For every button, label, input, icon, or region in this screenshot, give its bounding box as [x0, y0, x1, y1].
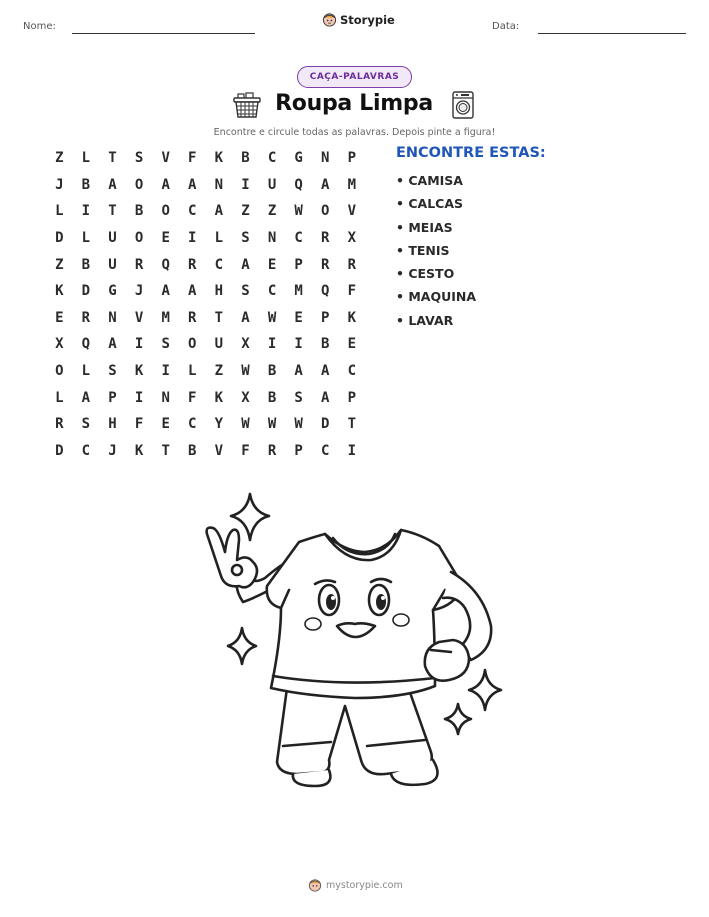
grid-cell[interactable]: F — [188, 150, 197, 167]
grid-cell[interactable]: S — [241, 230, 250, 247]
grid-cell[interactable]: L — [188, 363, 197, 380]
sparkle-icon — [469, 670, 501, 710]
grid-cell[interactable]: Q — [294, 176, 303, 193]
word-item: • MAQUINA — [396, 289, 477, 305]
grid-cell[interactable]: B — [267, 389, 277, 406]
grid-cell[interactable]: I — [267, 336, 277, 353]
grid-cell[interactable]: A — [188, 176, 197, 193]
grid-cell[interactable]: C — [81, 442, 91, 459]
grid-cell[interactable]: H — [214, 283, 224, 300]
grid-cell[interactable]: D — [81, 283, 91, 300]
grid-cell[interactable]: N — [321, 150, 330, 167]
grid-cell[interactable]: A — [321, 176, 330, 193]
grid-cell[interactable]: S — [81, 416, 91, 433]
letter-grid[interactable] — [46, 145, 366, 464]
storypie-logo-icon — [308, 878, 322, 892]
grid-cell[interactable]: D — [321, 416, 330, 433]
grid-cell[interactable]: L — [214, 230, 224, 247]
grid-cell[interactable]: L — [55, 389, 64, 406]
grid-cell[interactable]: W — [267, 309, 277, 326]
grid-cell[interactable]: L — [55, 203, 64, 220]
grid-cell[interactable]: S — [108, 363, 117, 380]
word-list — [396, 169, 476, 332]
grid-cell[interactable]: J — [55, 176, 64, 193]
name-line[interactable] — [72, 33, 255, 34]
grid-cell[interactable]: P — [347, 150, 357, 167]
footer — [308, 878, 403, 892]
grid-cell[interactable]: S — [161, 336, 170, 353]
grid-cell[interactable]: O — [321, 203, 330, 220]
grid-cell[interactable]: A — [108, 176, 117, 193]
grid-cell[interactable]: O — [134, 176, 144, 193]
grid-cell[interactable]: D — [55, 230, 64, 247]
grid-cell[interactable]: R — [81, 309, 91, 326]
grid-cell[interactable]: C — [188, 416, 197, 433]
grid-cell[interactable]: K — [214, 389, 224, 406]
word-item: • LAVAR — [396, 312, 454, 328]
grid-cell[interactable]: L — [81, 150, 91, 167]
grid-cell[interactable]: N — [161, 389, 170, 406]
grid-cell[interactable]: A — [241, 256, 250, 273]
grid-cell[interactable]: R — [55, 416, 64, 433]
footer-url: mystorypie.com — [326, 879, 403, 891]
grid-cell[interactable]: P — [347, 389, 357, 406]
grid-cell[interactable]: W — [267, 416, 277, 433]
grid-cell[interactable]: O — [161, 203, 170, 220]
grid-cell[interactable]: I — [81, 203, 91, 220]
grid-cell[interactable]: A — [81, 389, 91, 406]
grid-cell[interactable]: T — [161, 442, 170, 459]
word-item: • CALCAS — [396, 196, 464, 212]
grid-cell[interactable]: A — [161, 283, 170, 300]
grid-cell[interactable]: W — [294, 203, 303, 220]
grid-cell[interactable]: L — [81, 363, 91, 380]
grid-cell[interactable]: C — [267, 150, 277, 167]
grid-cell[interactable]: C — [214, 256, 224, 273]
grid-cell[interactable]: I — [188, 230, 197, 247]
sparkle-icon — [445, 704, 471, 734]
grid-cell[interactable]: P — [321, 309, 330, 326]
word-item: • TENIS — [396, 242, 450, 258]
grid-cell[interactable]: N — [108, 309, 117, 326]
grid-cell[interactable]: V — [347, 203, 357, 220]
word-list-title: ENCONTRE ESTAS: — [396, 145, 546, 161]
grid-cell[interactable]: L — [81, 230, 91, 247]
storypie-logo-icon — [322, 12, 337, 27]
grid-cell[interactable]: V — [161, 150, 170, 167]
grid-cell[interactable]: R — [188, 256, 197, 273]
grid-cell[interactable]: N — [214, 176, 224, 193]
grid-cell[interactable]: I — [294, 336, 303, 353]
grid-cell[interactable]: Z — [55, 256, 64, 273]
grid-cell[interactable]: I — [347, 442, 357, 459]
grid-cell[interactable]: R — [267, 442, 277, 459]
grid-cell[interactable]: K — [55, 283, 64, 300]
grid-cell[interactable]: U — [108, 256, 117, 273]
grid-cell[interactable]: C — [347, 363, 357, 380]
grid-cell[interactable]: I — [161, 363, 170, 380]
tshirt-character-illustration — [195, 490, 515, 790]
grid-cell[interactable]: M — [161, 309, 170, 326]
grid-cell[interactable]: W — [241, 416, 250, 433]
grid-cell[interactable]: A — [321, 363, 330, 380]
grid-cell[interactable]: J — [108, 442, 117, 459]
grid-cell[interactable]: Y — [214, 416, 224, 433]
grid-cell[interactable]: C — [321, 442, 330, 459]
grid-cell[interactable]: C — [294, 230, 303, 247]
grid-cell[interactable]: W — [241, 363, 250, 380]
grid-cell[interactable]: T — [108, 150, 117, 167]
grid-cell[interactable]: B — [134, 203, 144, 220]
grid-cell[interactable]: E — [347, 336, 357, 353]
grid-cell[interactable]: Z — [267, 203, 277, 220]
grid-cell[interactable]: F — [188, 389, 197, 406]
grid-cell[interactable]: B — [267, 363, 277, 380]
grid-cell[interactable]: Q — [81, 336, 91, 353]
grid-cell[interactable]: S — [241, 283, 250, 300]
page-title: Roupa Limpa — [275, 91, 433, 116]
grid-cell[interactable]: V — [134, 309, 144, 326]
grid-cell[interactable]: E — [294, 309, 303, 326]
word-item: • CESTO — [396, 266, 455, 282]
grid-cell[interactable]: M — [294, 283, 303, 300]
grid-cell[interactable]: U — [267, 176, 277, 193]
grid-cell[interactable]: X — [241, 389, 250, 406]
grid-cell[interactable]: B — [81, 256, 91, 273]
brand-logo — [322, 12, 395, 27]
date-line[interactable] — [538, 33, 686, 34]
grid-cell[interactable]: U — [214, 336, 224, 353]
grid-cell[interactable]: E — [55, 309, 64, 326]
grid-cell[interactable]: K — [214, 150, 224, 167]
grid-cell[interactable]: X — [55, 336, 64, 353]
grid-cell[interactable]: P — [108, 389, 117, 406]
washing-machine-icon — [450, 90, 476, 120]
grid-cell[interactable]: X — [241, 336, 250, 353]
grid-cell[interactable]: E — [267, 256, 277, 273]
grid-cell[interactable]: S — [294, 389, 303, 406]
grid-cell[interactable]: T — [214, 309, 224, 326]
grid-cell[interactable]: A — [108, 336, 117, 353]
grid-cell[interactable]: B — [241, 150, 250, 167]
grid-cell[interactable]: A — [321, 389, 330, 406]
grid-cell[interactable]: R — [188, 309, 197, 326]
grid-cell[interactable]: T — [347, 416, 357, 433]
grid-cell[interactable]: F — [134, 416, 144, 433]
grid-cell[interactable]: H — [108, 416, 117, 433]
grid-cell[interactable]: V — [214, 442, 224, 459]
grid-cell[interactable]: B — [81, 176, 91, 193]
grid-cell[interactable]: D — [55, 442, 64, 459]
grid-cell[interactable]: G — [294, 150, 303, 167]
grid-cell[interactable]: W — [294, 416, 303, 433]
grid-cell[interactable]: O — [188, 336, 197, 353]
grid-cell[interactable]: S — [134, 150, 144, 167]
grid-cell[interactable]: A — [188, 283, 197, 300]
word-item: • CAMISA — [396, 173, 463, 188]
grid-cell[interactable]: E — [161, 230, 170, 247]
grid-cell[interactable]: B — [188, 442, 197, 459]
grid-cell[interactable]: M — [347, 176, 357, 193]
grid-cell[interactable]: Q — [321, 283, 330, 300]
date-label: Data: — [492, 21, 520, 32]
category-badge: CAÇA-PALAVRAS — [297, 66, 412, 88]
grid-cell[interactable]: P — [294, 256, 303, 273]
grid-cell[interactable]: A — [294, 363, 303, 380]
grid-cell[interactable]: T — [108, 203, 117, 220]
word-item: • MEIAS — [396, 219, 453, 235]
grid-cell[interactable]: E — [161, 416, 170, 433]
instructions-text: Encontre e circule todas as palavras. Depois pinte a figura! — [213, 127, 496, 138]
grid-cell[interactable]: F — [347, 283, 357, 300]
grid-cell[interactable]: G — [108, 283, 117, 300]
sparkle-icon — [228, 628, 256, 664]
grid-cell[interactable]: Q — [161, 256, 170, 273]
grid-cell[interactable]: X — [347, 230, 357, 247]
grid-cell[interactable]: Z — [214, 363, 224, 380]
name-label: Nome: — [23, 21, 56, 32]
grid-cell[interactable]: J — [134, 283, 144, 300]
grid-cell[interactable]: Z — [55, 150, 64, 167]
grid-cell[interactable]: Z — [241, 203, 250, 220]
grid-cell[interactable]: U — [108, 230, 117, 247]
grid-cell[interactable]: R — [321, 230, 330, 247]
grid-cell[interactable]: I — [241, 176, 250, 193]
grid-cell[interactable]: K — [347, 309, 357, 326]
grid-cell[interactable]: R — [134, 256, 144, 273]
brand-name: Storypie — [340, 12, 395, 27]
grid-cell[interactable]: C — [188, 203, 197, 220]
grid-cell[interactable]: R — [347, 256, 357, 273]
grid-cell[interactable]: O — [55, 363, 64, 380]
grid-cell[interactable]: N — [267, 230, 277, 247]
grid-cell[interactable]: F — [241, 442, 250, 459]
grid-cell[interactable]: K — [134, 442, 144, 459]
grid-cell[interactable]: I — [134, 336, 144, 353]
grid-cell[interactable]: A — [161, 176, 170, 193]
grid-cell[interactable]: R — [321, 256, 330, 273]
grid-cell[interactable]: I — [134, 389, 144, 406]
grid-cell[interactable]: O — [134, 230, 144, 247]
grid-cell[interactable]: B — [321, 336, 330, 353]
laundry-basket-icon — [232, 90, 262, 120]
grid-cell[interactable]: A — [214, 203, 224, 220]
grid-cell[interactable]: K — [134, 363, 144, 380]
grid-cell[interactable]: P — [294, 442, 303, 459]
grid-cell[interactable]: C — [267, 283, 277, 300]
grid-cell[interactable]: A — [241, 309, 250, 326]
